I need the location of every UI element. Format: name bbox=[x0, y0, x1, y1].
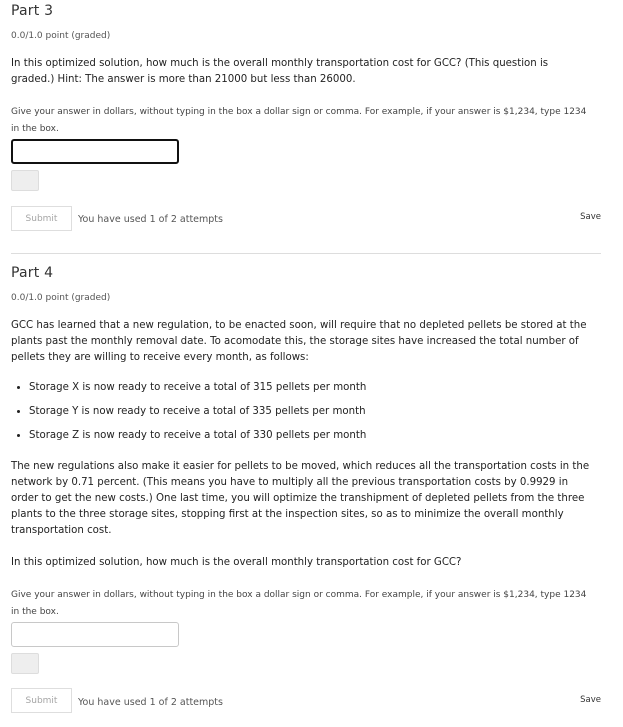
part3-submit-button[interactable]: Submit bbox=[11, 206, 72, 231]
part3-points: 0.0/1.0 point (graded) bbox=[11, 31, 111, 41]
part4-attempts: You have used 1 of 2 attempts bbox=[78, 697, 223, 708]
part4-status-indicator bbox=[11, 653, 39, 674]
part3-hint: Give your answer in dollars, without typing in the box a dollar sign or comma. For example, if your answer is $1,234, type 1234 in the box. bbox=[11, 107, 587, 134]
part4-save-button[interactable]: Save bbox=[580, 695, 601, 705]
part4-question: In this optimized solution, how much is the overall monthly transportation cost for GCC? bbox=[11, 557, 462, 568]
part4-submit-button[interactable]: Submit bbox=[11, 688, 72, 713]
part3-answer-input[interactable] bbox=[11, 139, 179, 164]
list-item: • Storage Y is now ready to receive a total of 335 pellets per month bbox=[29, 400, 366, 424]
part4-answer-input[interactable] bbox=[11, 622, 179, 647]
storage-list bbox=[11, 376, 366, 448]
part3-section bbox=[11, 3, 601, 235]
part3-save-button[interactable]: Save bbox=[580, 212, 601, 222]
part3-status-indicator bbox=[11, 170, 39, 191]
part3-title: Part 3 bbox=[11, 3, 54, 19]
part4-section bbox=[11, 265, 601, 720]
part3-attempts: You have used 1 of 2 attempts bbox=[78, 214, 223, 225]
part3-question: In this optimized solution, how much is the overall monthly transportation cost for GCC? (This question is graded.) Hint: The answer is more than 21000 but less than 26000. bbox=[11, 58, 549, 85]
part4-body: The new regulations also make it easier for pellets to be moved, which reduces all the transportation costs in the network by 0.71 percent. (This means you have to multiply all the previous transportation costs by 0.9929 in order to get the new costs.) One last time, you will optimize the transhipment of depleted pellets from the three plants to the three storage sites, stopping first at the inspection sites, so as to minimize the overall monthly transportation cost. bbox=[11, 461, 590, 536]
list-item: • Storage X is now ready to receive a total of 315 pellets per month bbox=[29, 376, 366, 400]
part4-hint: Give your answer in dollars, without typing in the box a dollar sign or comma. For example, if your answer is $1,234, type 1234 in the box. bbox=[11, 590, 587, 617]
part4-title: Part 4 bbox=[11, 265, 54, 281]
part4-points: 0.0/1.0 point (graded) bbox=[11, 293, 111, 303]
section-divider bbox=[11, 253, 601, 254]
part4-intro: GCC has learned that a new regulation, to be enacted soon, will require that no depleted pellets be stored at the plants past the monthly removal date. To acomodate this, the storage sites have increased the total number of pellets they are willing to receive every month, as follows: bbox=[11, 320, 587, 363]
list-item: • Storage Z is now ready to receive a total of 330 pellets per month bbox=[29, 424, 366, 448]
